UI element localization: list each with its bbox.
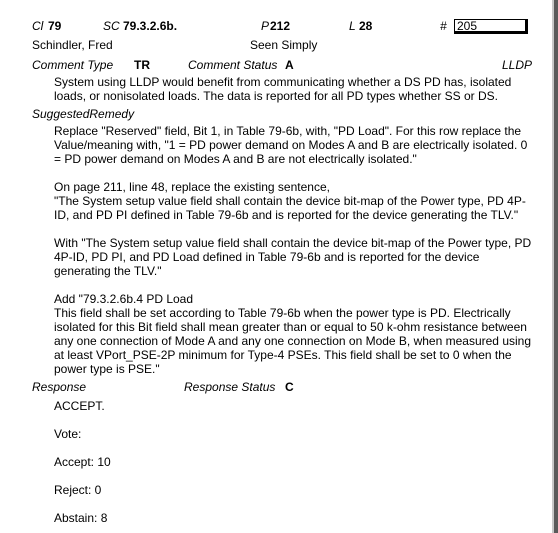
- hash-label: #: [440, 19, 447, 33]
- ci-value: 79: [48, 19, 62, 33]
- response-status-value: C: [285, 380, 294, 394]
- commenter-affiliation: Seen Simply: [250, 38, 318, 52]
- comment-type-label: Comment Type: [32, 58, 114, 72]
- comment-topic: LLDP: [502, 58, 533, 72]
- remedy-paragraph-2-quote: "The System setup value field shall contain the device bit-map of the Power type, PD 4P-ID, and PD PI defined in Table 79-6b and is reported for the device generating the TLV.": [54, 194, 526, 222]
- response-row: [32, 379, 538, 397]
- comment-status-value: A: [285, 58, 294, 72]
- sc-label: SC: [103, 19, 120, 33]
- comment-entry: [32, 0, 538, 525]
- vote-label: Vote:: [54, 427, 82, 441]
- suggested-remedy-label: SuggestedRemedy: [32, 107, 135, 121]
- header-row: [32, 18, 538, 36]
- vote-accept: Accept: 10: [54, 455, 111, 469]
- page-edge: [554, 0, 558, 533]
- remedy-paragraph-3: With "The System setup value field shall contain the device bit-map of the Power type, PD 4P-ID, PD PI, and PD Load defined in Table 79-6b and is reported for the device generating the TLV.": [54, 236, 532, 278]
- remedy-paragraph-1: Replace "Reserved" field, Bit 1, in Table 79-6b, with, "PD Load". For this row replace the Value/meaning with, "1 = PD power demand on Modes A and B are electrically isolated. 0 = PD power demand on Modes A and B are not electrically isolated.": [54, 124, 528, 166]
- sc-value: 79.3.2.6b.: [123, 19, 178, 33]
- commenter-row: [32, 37, 538, 55]
- comment-status-label: Comment Status: [188, 58, 278, 72]
- response-block: [54, 399, 532, 525]
- remedy-paragraph-4-body: This field shall be set according to Table 79-6b when the power type is PD. Electrically isolated for this Bit field shall mean greater than or equal to 50 k-ohm resistance between any one connection of Mode A and any one connection on Mode B, when measured using at least VPort_PSE-2P minimum for Type-4 PSEs. This field shall be set to 0 when the power type is PSE.": [54, 306, 531, 376]
- response-label: Response: [32, 380, 87, 394]
- vote-reject: Reject: 0: [54, 483, 102, 497]
- commenter-name: Schindler, Fred: [32, 38, 113, 52]
- comment-type-value: TR: [134, 58, 150, 72]
- l-label: L: [349, 19, 356, 33]
- l-value: 28: [359, 19, 373, 33]
- response-decision: ACCEPT.: [54, 399, 105, 413]
- comment-text-block: [54, 75, 532, 103]
- p-label: P: [261, 19, 270, 33]
- p-value: 212: [270, 19, 291, 33]
- comment-number-box: 205: [454, 19, 528, 34]
- comment-text: System using LLDP would benefit from communicating whether a DS PD has, isolated loads, or nonisolated loads. The data is reported for all PD types whether SS or DS.: [54, 75, 512, 103]
- vote-abstain: Abstain: 8: [54, 511, 108, 525]
- remedy-paragraph-2-intro: On page 211, line 48, replace the existing sentence,: [54, 180, 330, 194]
- comment-type-row: [32, 57, 538, 75]
- response-status-label: Response Status: [184, 380, 276, 394]
- remedy-paragraph-4-heading: Add "79.3.2.6b.4 PD Load: [54, 292, 194, 306]
- ci-label: Cl: [32, 19, 44, 33]
- remedy-block: [54, 124, 532, 376]
- remedy-label-row: [32, 106, 538, 124]
